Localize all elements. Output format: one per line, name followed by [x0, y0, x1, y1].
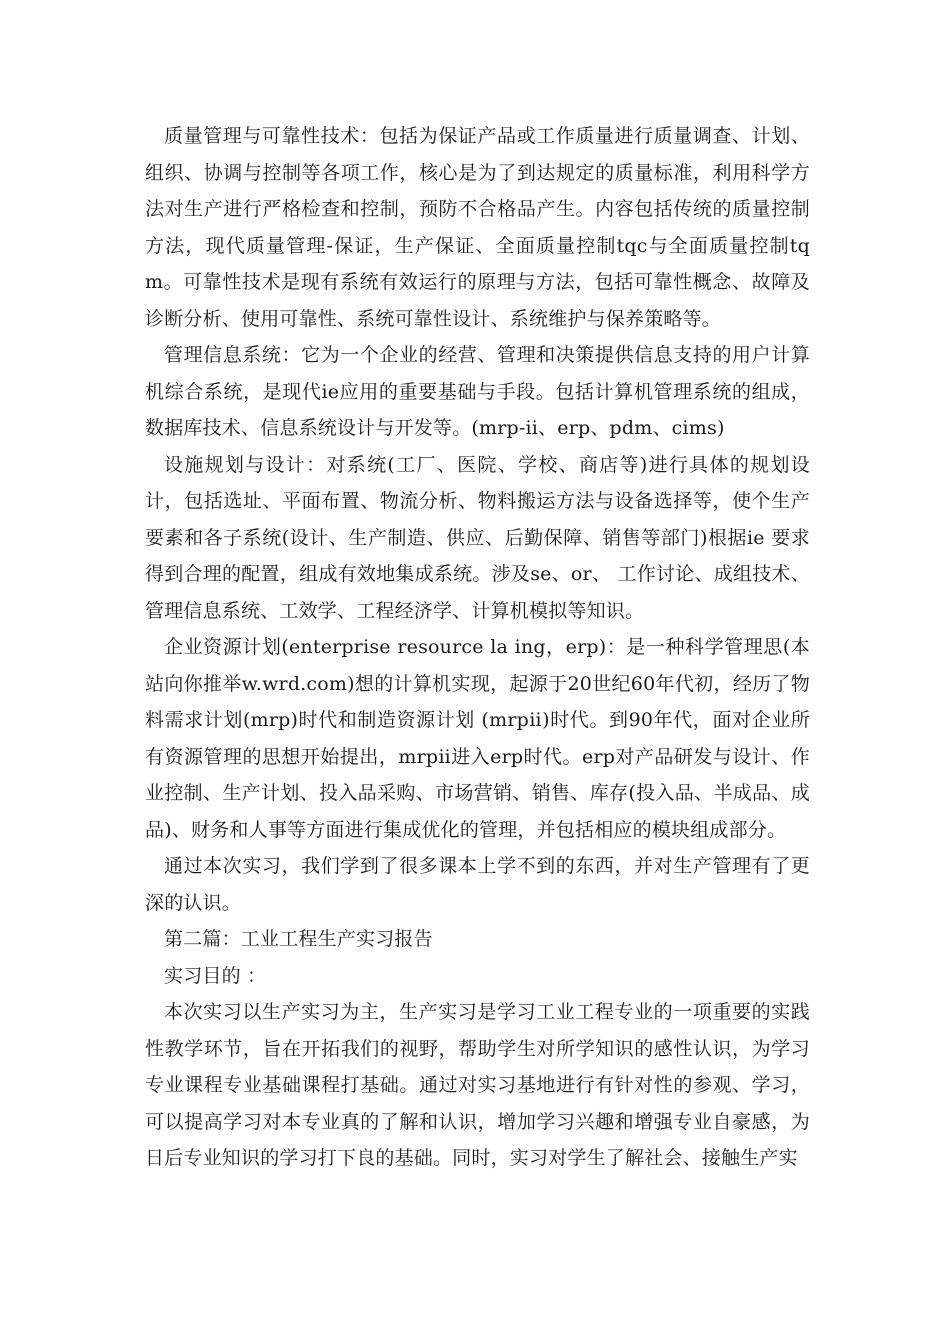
section-heading: 第二篇：工业工程生产实习报告 [164, 928, 433, 950]
paragraph-summary: 通过本次实习，我们学到了很多课本上学不到的东西，并对生产管理有了更深的认识。 [145, 855, 810, 914]
paragraph-facility-planning: 设施规划与设计：对系统(工厂、医院、学校、商店等)进行具体的规划设计，包括选址、平面布置、物流分析、物料搬运方法与设备选择等，使个生产要素和各子系统(设计、生产制造、供应、后勤保障、销售等部门)根据ie 要求得到合理的配置，组成有效地集成系统。涉及se、or、 工作讨论、成组技术、管理信息系统、工效学、工程经济学、计算机模拟等知识。 [145, 453, 810, 622]
paragraph-internship-purpose: 本次实习以生产实习为主，生产实习是学习工业工程专业的一项重要的实践性教学环节，旨在开拓我们的视野，帮助学生对所学知识的感性认识，为学习专业课程专业基础课程打基础。通过对实习基地进行有针对性的参观、学习，可以提高学习对本专业真的了解和认识，增加学习兴趣和增强专业自豪感，为日后专业知识的学习打下良的基础。同时，实习对学生了解社会、接触生产实 [145, 1001, 810, 1169]
paragraph-mis: 管理信息系统：它为一个企业的经营、管理和决策提供信息支持的用户计算机综合系统，是现代ie应用的重要基础与手段。包括计算机管理系统的组成，数据库技术、信息系统设计与开发等。(mrp-ii、erp、pdm、cims) [145, 344, 810, 439]
paragraph-erp: 企业资源计划(enterprise resource la ing，erp)：是一种科学管理思(本站向你推举w.wrd.com)想的计算机实现，起源于20世纪60年代初，经历了物料需求计划(mrp)时代和制造资源计划 (mrpⅱ)时代。到90年代，面对企业所有资源管理的思想开始提出，mrpⅱ进入erp时代。erp对产品研发与设计、作业控制、生产计划、投入品采购、市场营销、销售、库存(投入品、半成品、成品)、财务和人事等方面进行集成优化的管理，并包括相应的模块组成部分。 [145, 636, 810, 841]
paragraph-quality-management: 质量管理与可靠性技术：包括为保证产品或工作质量进行质量调查、计划、组织、协调与控制等各项工作，核心是为了到达规定的质量标准，利用科学方法对生产进行严格检查和控制，预防不合格品产生。内容包括传统的质量控制方法，现代质量管理-保证，生产保证、全面质量控制tqc与全面质量控制tqm。可靠性技术是现有系统有效运行的原理与方法，包括可靠性概念、故障及诊断分析、使用可靠性、系统可靠性设计、系统维护与保养策略等。 [145, 125, 810, 330]
subsection-heading: 实习目的 ： [164, 964, 267, 987]
